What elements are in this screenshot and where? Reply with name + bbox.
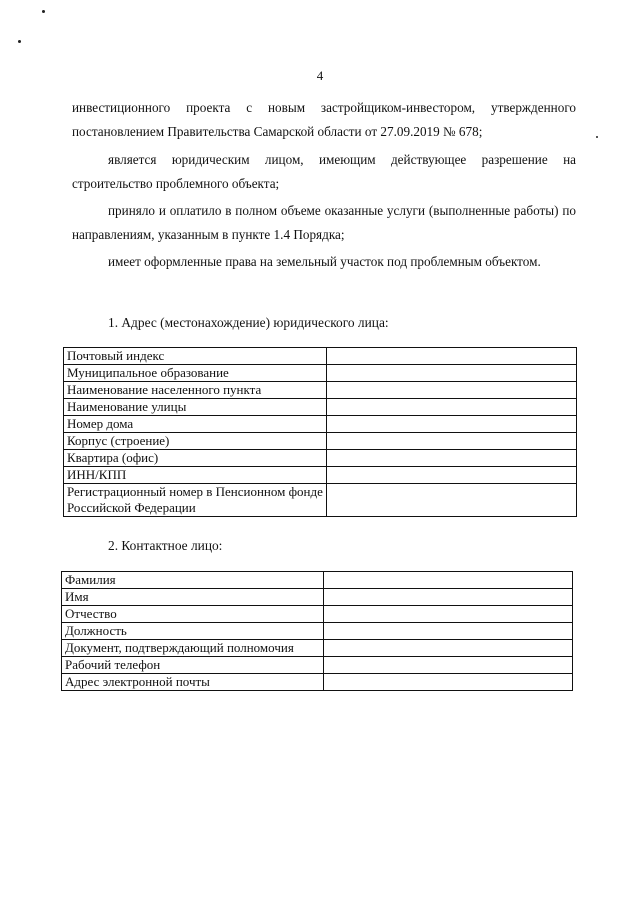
- table-row: [62, 640, 573, 657]
- table-row: [64, 484, 577, 517]
- value-field[interactable]: [324, 606, 573, 623]
- row-label: Квартира (офис): [64, 450, 327, 467]
- row-label: Наименование улицы: [64, 399, 327, 416]
- value-field[interactable]: [324, 674, 573, 691]
- row-label: Регистрационный номер в Пенсионном фонде Российской Федерации: [64, 484, 327, 517]
- address-table: [63, 347, 577, 517]
- row-label: Отчество: [62, 606, 324, 623]
- table-row: [64, 399, 577, 416]
- scan-speck: [42, 10, 45, 13]
- row-label: Адрес электронной почты: [62, 674, 324, 691]
- row-label: Документ, подтверждающий полномочия: [62, 640, 324, 657]
- paragraph-legal-entity: является юридическим лицом, имеющим действующее разрешение на строительство проблемного объекта;: [72, 152, 576, 191]
- value-field[interactable]: [324, 589, 573, 606]
- table-row: [64, 416, 577, 433]
- table-row: [64, 467, 577, 484]
- value-field[interactable]: [327, 416, 577, 433]
- row-label: Корпус (строение): [64, 433, 327, 450]
- paragraph-investment-project: инвестиционного проекта с новым застройщиком-инвестором, утвержденного постановлением Правительства Самарской области от 27.09.2019 № 678;: [72, 100, 576, 139]
- table-row: [62, 674, 573, 691]
- row-label: Почтовый индекс: [64, 348, 327, 365]
- value-field[interactable]: [327, 365, 577, 382]
- paragraph-land-rights: имеет оформленные права на земельный участок под проблемным объектом.: [108, 254, 541, 269]
- value-field[interactable]: [324, 623, 573, 640]
- table-row: [62, 657, 573, 674]
- contact-table: [61, 571, 573, 691]
- value-field[interactable]: [327, 348, 577, 365]
- row-label: Номер дома: [64, 416, 327, 433]
- scan-speck: [596, 136, 598, 138]
- row-label: Фамилия: [62, 572, 324, 589]
- table-row: [64, 450, 577, 467]
- value-field[interactable]: [324, 572, 573, 589]
- paragraph-paid-services: приняло и оплатило в полном объеме оказанные услуги (выполненные работы) по направлениям, указанным в пункте 1.4 Порядка;: [72, 203, 576, 242]
- table-row: [64, 365, 577, 382]
- section-heading-contact: 2. Контактное лицо:: [108, 538, 223, 553]
- row-label: Муниципальное образование: [64, 365, 327, 382]
- row-label: Должность: [62, 623, 324, 640]
- page-number: 4: [316, 68, 324, 83]
- row-label: ИНН/КПП: [64, 467, 327, 484]
- row-label: Наименование населенного пункта: [64, 382, 327, 399]
- table-row: [62, 606, 573, 623]
- table-row: [62, 589, 573, 606]
- value-field[interactable]: [327, 467, 577, 484]
- scan-speck: [18, 40, 21, 43]
- value-field[interactable]: [327, 484, 577, 517]
- value-field[interactable]: [327, 433, 577, 450]
- table-row: [64, 348, 577, 365]
- value-field[interactable]: [324, 657, 573, 674]
- value-field[interactable]: [327, 382, 577, 399]
- table-row: [64, 433, 577, 450]
- table-row: [62, 623, 573, 640]
- row-label: Рабочий телефон: [62, 657, 324, 674]
- table-row: [64, 382, 577, 399]
- row-label: Имя: [62, 589, 324, 606]
- value-field[interactable]: [324, 640, 573, 657]
- value-field[interactable]: [327, 399, 577, 416]
- table-row: [62, 572, 573, 589]
- value-field[interactable]: [327, 450, 577, 467]
- section-heading-address: 1. Адрес (местонахождение) юридического лица:: [108, 315, 389, 330]
